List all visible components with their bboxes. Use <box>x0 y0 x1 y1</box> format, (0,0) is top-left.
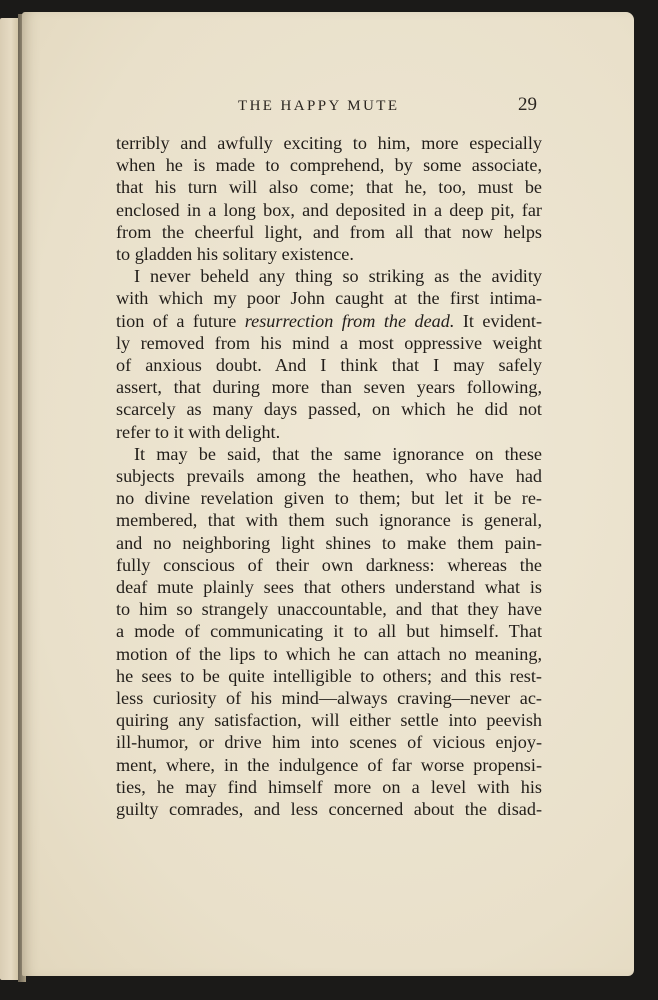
text-line: quiring any satisfaction, will either settle into peevish <box>116 710 542 731</box>
text-line: ties, he may find himself more on a level with his <box>116 776 542 797</box>
text-line: ment, where, in the indulgence of far worse propensi- <box>116 754 542 775</box>
page-number: 29 <box>518 94 537 115</box>
running-title: THE HAPPY MUTE <box>238 98 400 114</box>
text-line: of anxious doubt. And I think that I may safely <box>116 355 542 376</box>
text-line: he sees to be quite intelligible to others; and this rest- <box>116 665 542 686</box>
text-line: assert, that during more than seven years following, <box>116 377 542 398</box>
text-line: from the cheerful light, and from all that now helps <box>116 221 542 242</box>
text-line: refer to it with delight. <box>116 421 281 442</box>
text-line: a mode of communicating it to all but himself. That <box>116 621 542 642</box>
text-line: guilty comrades, and less concerned about the disad- <box>116 799 542 820</box>
text-line: deaf mute plainly sees that others understand what is <box>116 577 542 598</box>
paragraph-start: I never beheld any thing so striking as the avidity <box>134 266 542 287</box>
text-line: and no neighboring light shines to make them pain- <box>116 532 542 553</box>
paragraph-start: It may be said, that the same ignorance on these <box>134 443 542 464</box>
text-line: terribly and awfully exciting to him, more especially <box>116 133 542 153</box>
text-line: membered, that with them such ignorance is general, <box>116 510 542 531</box>
text-line: enclosed in a long box, and deposited in a deep pit, far <box>116 199 542 220</box>
text-line: less curiosity of his mind—always craving—never ac- <box>116 688 542 709</box>
text-line: fully conscious of their own darkness: whereas the <box>116 554 542 575</box>
text-line: with which my poor John caught at the first intima- <box>116 288 542 309</box>
text-line: motion of the lips to which he can attach no meaning, <box>116 643 542 664</box>
text-line: ly removed from his mind a most oppressive weight <box>116 332 542 353</box>
text-line-with-emphasis <box>116 310 542 332</box>
body-text <box>116 132 542 820</box>
text-line: to him so strangely unaccountable, and that they have <box>116 599 542 620</box>
emphasized-phrase: resurrection from the dead. <box>244 310 455 331</box>
text-line: that his turn will also come; that he, too, must be <box>116 177 542 198</box>
text-line: ill-humor, or drive him into scenes of vicious enjoy- <box>116 732 542 753</box>
text-line: when he is made to comprehend, by some associate, <box>116 155 542 176</box>
text-fragment: It evident- <box>454 310 543 331</box>
text-line: no divine revelation given to them; but let it be re- <box>116 488 542 509</box>
text-line: to gladden his solitary existence. <box>116 244 354 265</box>
facing-page-edge <box>0 18 20 980</box>
text-line: subjects prevails among the heathen, who have had <box>116 466 542 487</box>
text-fragment: tion of a future <box>116 310 245 331</box>
text-line: scarcely as many days passed, on which he did not <box>116 399 542 420</box>
